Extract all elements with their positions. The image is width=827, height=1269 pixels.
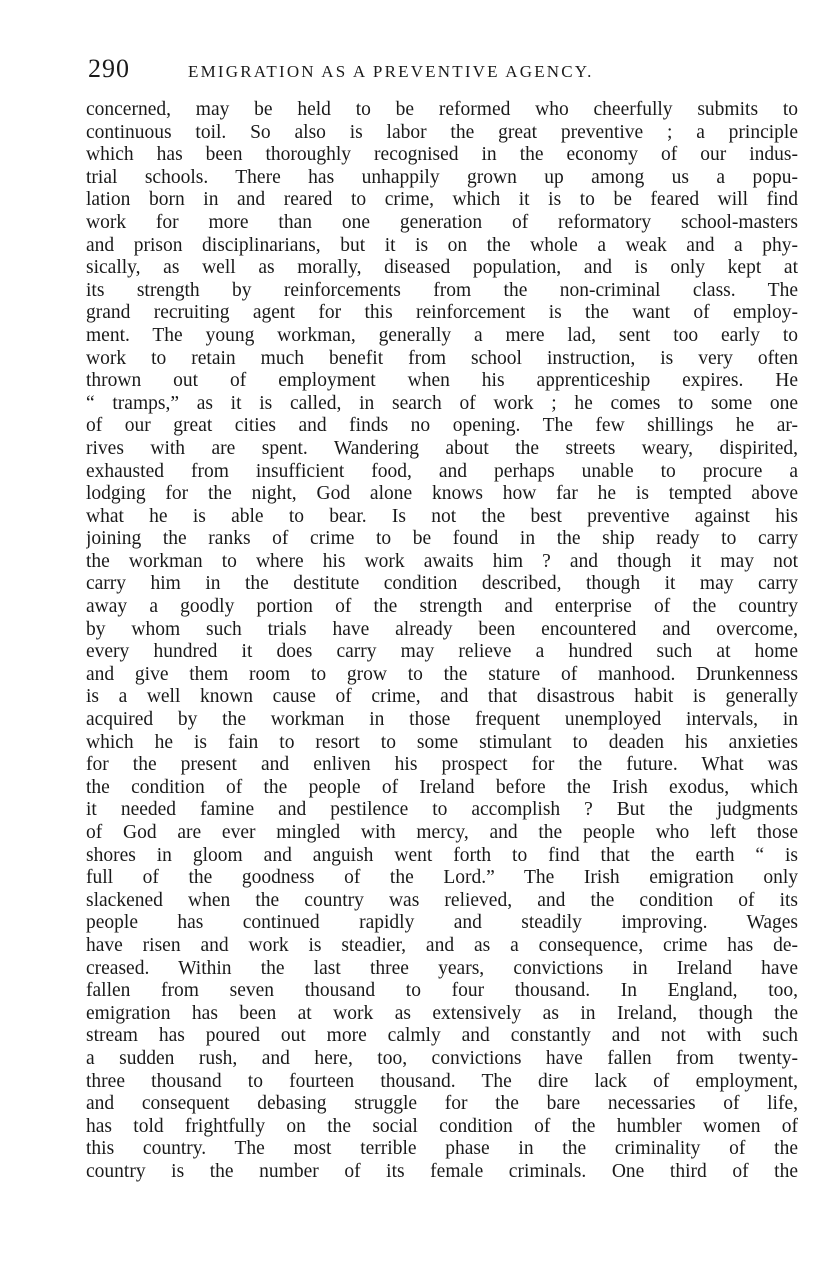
text-line: continuous toil. So also is labor the great preventive ; a principle xyxy=(86,121,798,143)
text-line: it needed famine and pestilence to accomplish ? But the judgments xyxy=(86,799,798,821)
body-text xyxy=(86,99,798,1184)
text-line: which he is fain to resort to some stimulant to deaden his anxieties xyxy=(86,731,798,753)
text-line: exhausted from insufficient food, and perhaps unable to procure a xyxy=(86,460,798,482)
text-line: work to retain much benefit from school instruction, is very often xyxy=(86,347,798,369)
text-line: by whom such trials have already been encountered and overcome, xyxy=(86,618,798,640)
text-line: lation born in and reared to crime, which it is to be feared will find xyxy=(86,189,798,211)
text-line: country is the number of its female criminals. One third of the xyxy=(86,1160,798,1182)
text-line: lodging for the night, God alone knows how far he is tempted above xyxy=(86,483,798,505)
text-line: full of the goodness of the Lord.” The Irish emigration only xyxy=(86,867,798,889)
text-line: have risen and work is steadier, and as a consequence, crime has de- xyxy=(86,934,798,956)
text-line: this country. The most terrible phase in the criminality of the xyxy=(86,1138,798,1160)
text-line: a sudden rush, and here, too, convictions have fallen from twenty- xyxy=(86,1047,798,1069)
text-line: its strength by reinforcements from the non-criminal class. The xyxy=(86,279,798,301)
text-line: creased. Within the last three years, convictions in Ireland have xyxy=(86,957,798,979)
text-line: acquired by the workman in those frequent unemployed intervals, in xyxy=(86,709,798,731)
text-line: and prison disciplinarians, but it is on the whole a weak and a phy- xyxy=(86,234,798,256)
text-line: for the present and enliven his prospect for the future. What was xyxy=(86,754,798,776)
text-line: grand recruiting agent for this reinforcement is the want of employ- xyxy=(86,302,798,324)
page-header xyxy=(88,54,798,88)
text-line: which has been thoroughly recognised in the economy of our indus- xyxy=(86,144,798,166)
text-line: people has continued rapidly and steadily improving. Wages xyxy=(86,912,798,934)
text-line: stream has poured out more calmly and constantly and not with such xyxy=(86,1025,798,1047)
text-line: is a well known cause of crime, and that disastrous habit is generally xyxy=(86,686,798,708)
text-line: of God are ever mingled with mercy, and the people who left those xyxy=(86,822,798,843)
text-line: work for more than one generation of reformatory school-masters xyxy=(86,211,798,233)
text-line: away a goodly portion of the strength and enterprise of the country xyxy=(86,596,798,618)
text-line: ment. The young workman, generally a mere lad, sent too early to xyxy=(86,324,798,346)
text-line: what he is able to bear. Is not the best preventive against his xyxy=(86,505,798,527)
text-line: three thousand to fourteen thousand. The dire lack of employment, xyxy=(86,1070,798,1092)
text-line: rives with are spent. Wandering about the streets weary, dispirited, xyxy=(86,437,798,459)
text-line: the condition of the people of Ireland before the Irish exodus, which xyxy=(86,776,798,798)
running-head: EMIGRATION AS A PREVENTIVE AGENCY. xyxy=(188,62,594,81)
text-line: the workman to where his work awaits him ? and though it may not xyxy=(86,550,798,572)
text-line: and give them room to grow to the stature of manhood. Drunkenness xyxy=(86,663,798,685)
text-line: has told frightfully on the social condition of the humbler women of xyxy=(86,1115,798,1137)
text-line: carry him in the destitute condition described, though it may carry xyxy=(86,573,798,595)
text-line: slackened when the country was relieved, and the condition of its xyxy=(86,889,798,911)
text-line: shores in gloom and anguish went forth to find that the earth “ is xyxy=(86,844,798,866)
text-line: “ tramps,” as it is called, in search of work ; he comes to some one xyxy=(86,392,798,414)
text-line: sically, as well as morally, diseased population, and is only kept at xyxy=(86,257,798,279)
text-line: every hundred it does carry may relieve a hundred such at home xyxy=(86,641,798,663)
text-line: of our great cities and finds no opening. The few shillings he ar- xyxy=(86,415,798,437)
page-number: 290 xyxy=(88,54,130,83)
text-line: and consequent debasing struggle for the bare necessaries of life, xyxy=(86,1093,798,1115)
text-line: joining the ranks of crime to be found in the ship ready to carry xyxy=(86,528,798,550)
text-line: thrown out of employment when his apprenticeship expires. He xyxy=(86,370,798,392)
text-line: fallen from seven thousand to four thousand. In England, too, xyxy=(86,980,798,1002)
text-line: emigration has been at work as extensively as in Ireland, though the xyxy=(86,1002,798,1024)
text-line: trial schools. There has unhappily grown up among us a popu- xyxy=(86,166,798,188)
text-line: concerned, may be held to be reformed who cheerfully submits to xyxy=(86,99,798,120)
